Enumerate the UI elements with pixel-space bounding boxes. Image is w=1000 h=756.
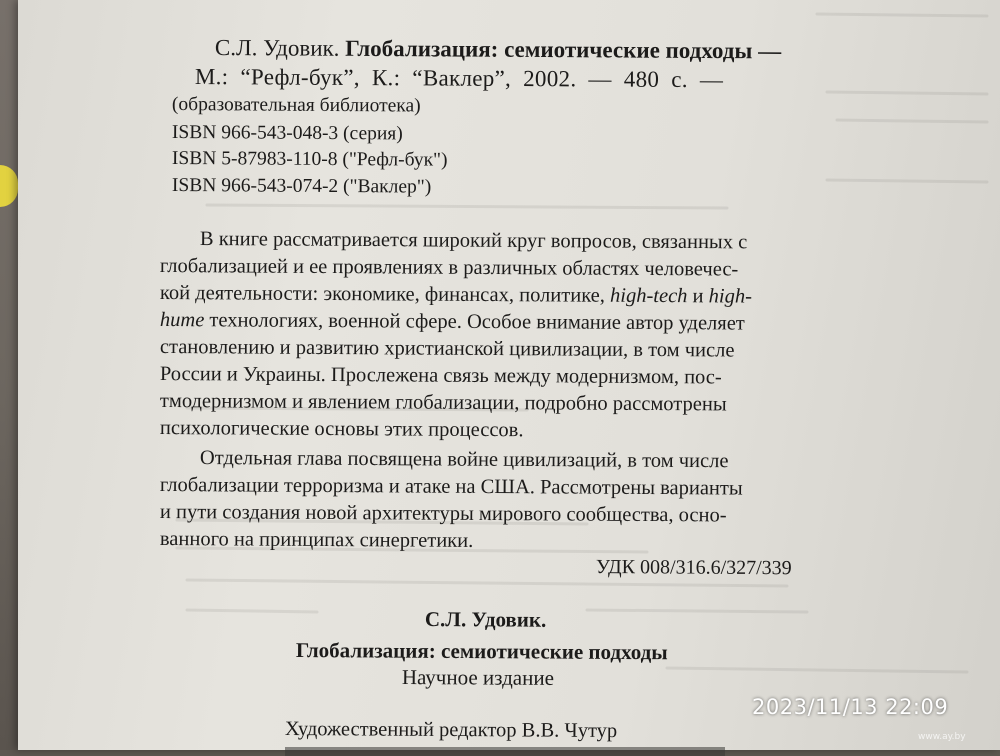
abstract-line <box>160 309 745 336</box>
colophon-editor: Художественный редактор В.В. Чутур <box>284 718 618 743</box>
abstract-italic: high-tech <box>609 284 688 308</box>
colophon-edition: Научное издание <box>401 665 555 690</box>
abstract-line: глобализации терроризма и атаке на США. Рассмотрены варианты <box>159 474 743 500</box>
abstract-line: становлению и развитию христианской цивилизации, в том числе <box>159 336 735 362</box>
abstract-line: Отдельная глава посвящена войне цивилизаций, в том числе <box>199 447 729 473</box>
photo-timestamp: 2023/11/13 22:09 <box>752 695 949 719</box>
header-citation-line <box>215 35 781 64</box>
abstract-text: и <box>692 285 704 308</box>
abstract-line <box>160 282 752 309</box>
watermark: www.ay.by <box>918 732 966 742</box>
isbn-line: ISBN 966-543-074-2 ("Ваклер") <box>171 175 432 198</box>
abstract-text: кой деятельности: экономике, финансах, политике, <box>159 282 605 307</box>
abstract-line: глобализацией и ее проявлениях в различных областях человечес- <box>159 255 739 281</box>
udc-code: УДК 008/316.6/327/339 <box>595 556 792 580</box>
header-title: Глобализация: семиотические подходы — <box>345 35 782 64</box>
abstract-italic: hume <box>159 309 205 332</box>
abstract-line: ванного на принципах синергетики. <box>159 528 474 552</box>
abstract-line: и пути создания новой архитектуры мирового сообщества, осно- <box>159 501 727 527</box>
header-imprint: М.: “Рефл-бук”, К.: “Ваклер”, 2002. — 480 с. — <box>194 64 724 93</box>
colophon-title: Глобализация: семиотические подходы <box>295 638 668 665</box>
series-line: (образовательная библиотека) <box>171 94 421 117</box>
abstract-line: тмодернизмом и явлением глобализации, подробно рассмотрены <box>159 390 727 416</box>
abstract-italic: high- <box>708 285 753 308</box>
cut-off-text-line <box>285 742 725 756</box>
isbn-line: ISBN 5-87983-110-8 ("Рефл-бук") <box>171 148 448 171</box>
abstract-line: В книге рассматривается широкий круг вопросов, связанных с <box>199 228 748 254</box>
abstract-line: психологические основы этих процессов. <box>159 417 524 442</box>
header-author: С.Л. Удовик. <box>214 35 340 61</box>
abstract-line: России и Украины. Прослежена связь между модернизмом, пос- <box>159 363 722 389</box>
abstract-text: технологиях, военной сфере. Особое внимание автор уделяет <box>209 309 745 335</box>
isbn-line: ISBN 966-543-048-3 (серия) <box>171 122 403 145</box>
colophon-author: С.Л. Удовик. <box>424 607 547 632</box>
